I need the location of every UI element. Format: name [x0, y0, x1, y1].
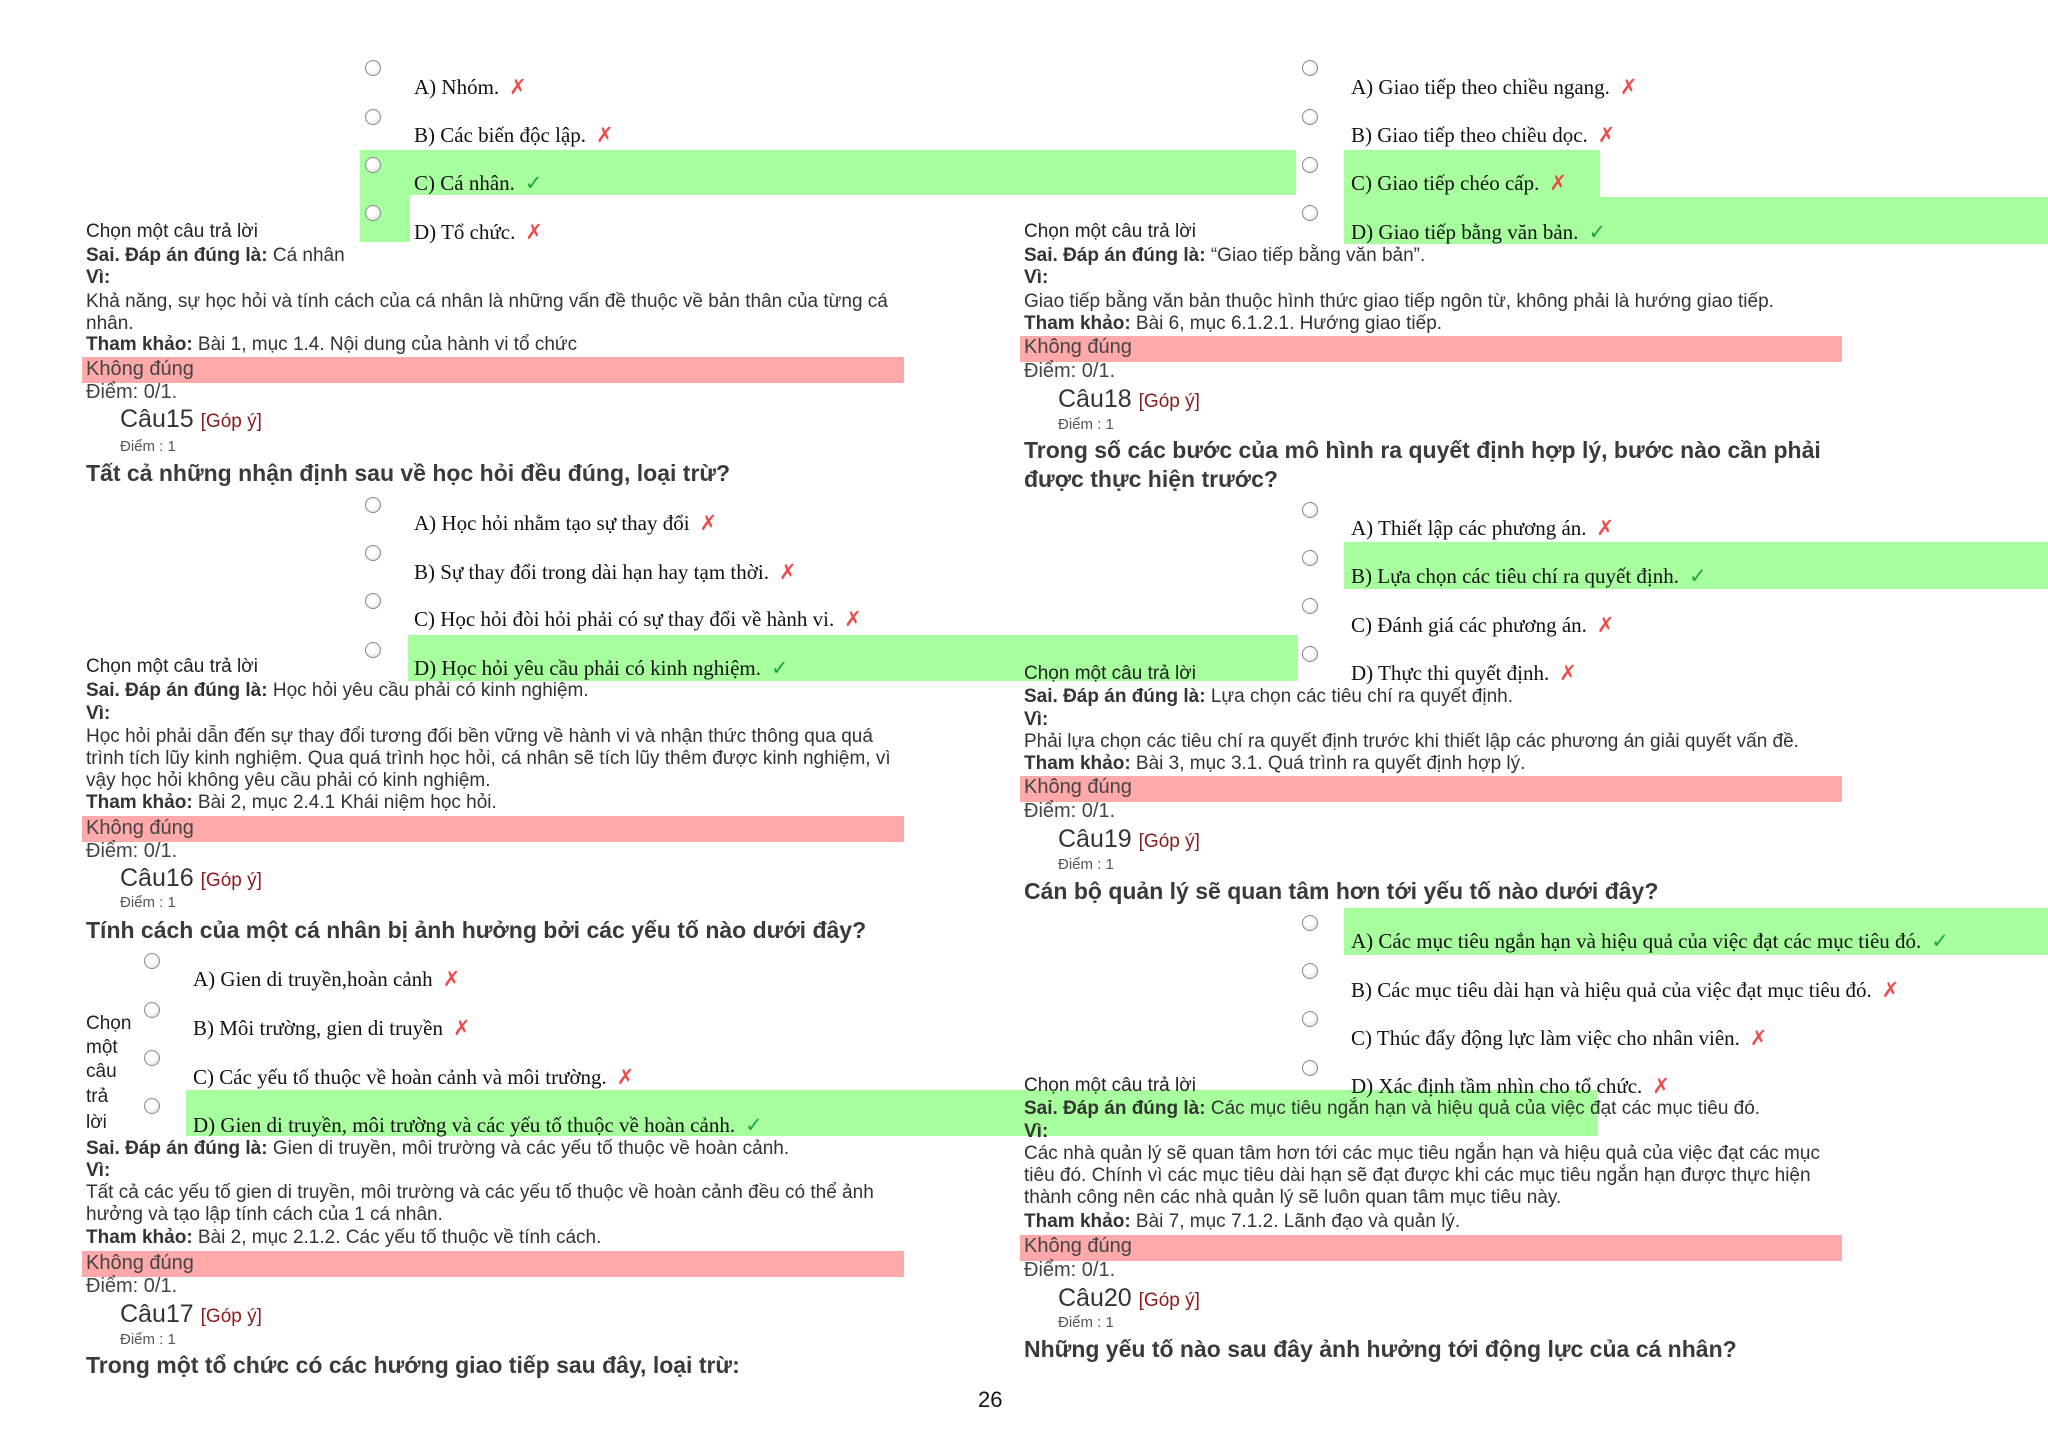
reference: Tham khảo: Bài 6, mục 6.1.2.1. Hướng giao tiếp.	[1024, 313, 1443, 334]
explanation: Phải lựa chọn các tiêu chí ra quyết định trước khi thiết lập các phương án giải quyết vấn đề.	[1024, 731, 1799, 752]
answer-option: A) Gien di truyền,hoàn cảnh ✗	[193, 967, 461, 991]
status-bar	[82, 357, 904, 383]
radio-button[interactable]	[1302, 205, 1318, 221]
question-number: Câu15 [Góp ý]	[120, 405, 262, 433]
answer-option: C) Cá nhân. ✓	[414, 171, 543, 195]
answer-option: A) Nhóm. ✗	[414, 75, 527, 99]
radio-button[interactable]	[365, 642, 381, 658]
radio-button[interactable]	[1302, 550, 1318, 566]
question-number: Câu18 [Góp ý]	[1058, 385, 1200, 413]
question-points: Điểm : 1	[1058, 856, 1114, 873]
choose-prompt-word: lời	[86, 1112, 107, 1133]
answer-option: B) Các biến độc lập. ✗	[414, 123, 614, 147]
correct-answer-line: Sai. Đáp án đúng là: Lựa chọn các tiêu chí ra quyết định.	[1024, 686, 1513, 707]
question-points: Điểm : 1	[120, 1331, 176, 1348]
why-label: Vì:	[1024, 267, 1049, 288]
page-number: 26	[978, 1387, 1003, 1412]
reference: Tham khảo: Bài 7, mục 7.1.2. Lãnh đạo và quản lý.	[1024, 1211, 1461, 1232]
feedback-link[interactable]: [Góp ý]	[200, 870, 262, 891]
feedback-link[interactable]: [Góp ý]	[200, 1306, 262, 1327]
answer-option: D) Giao tiếp bằng văn bản. ✓	[1351, 220, 1607, 244]
choose-prompt: Chọn một câu trả lời	[86, 221, 258, 242]
radio-button[interactable]	[1302, 1011, 1318, 1027]
score: Điểm: 0/1.	[1024, 1259, 1116, 1281]
status-bar	[1020, 336, 1842, 362]
answer-option: A) Các mục tiêu ngắn hạn và hiệu quả của việc đạt các mục tiêu đó. ✓	[1351, 929, 1949, 953]
radio-button[interactable]	[1302, 646, 1318, 662]
status-wrong: Không đúng	[1024, 336, 1132, 358]
why-label: Vì:	[86, 1160, 111, 1181]
radio-button[interactable]	[144, 1098, 160, 1114]
radio-button[interactable]	[1302, 915, 1318, 931]
radio-button[interactable]	[365, 157, 381, 173]
explanation: Khả năng, sự học hỏi và tính cách của cá nhân là những vấn đề thuộc về bản thân của từng cá nhân.	[86, 291, 888, 334]
answer-option: C) Giao tiếp chéo cấp. ✗	[1351, 171, 1567, 195]
why-label: Vì:	[86, 267, 111, 288]
feedback-link[interactable]: [Góp ý]	[1138, 1290, 1200, 1311]
radio-button[interactable]	[1302, 598, 1318, 614]
choose-prompt-word: trả	[86, 1086, 109, 1107]
answer-option: D) Xác định tầm nhìn cho tổ chức. ✗	[1351, 1074, 1670, 1098]
feedback-link[interactable]: [Góp ý]	[1138, 391, 1200, 412]
status-wrong: Không đúng	[1024, 776, 1132, 798]
choose-prompt: Chọn một câu trả lời	[1024, 663, 1196, 684]
answer-option: C) Học hỏi đòi hỏi phải có sự thay đổi về hành vi. ✗	[414, 607, 862, 631]
why-label: Vì:	[1024, 1121, 1049, 1142]
radio-button[interactable]	[144, 1002, 160, 1018]
radio-button[interactable]	[365, 60, 381, 76]
answer-option: C) Đánh giá các phương án. ✗	[1351, 613, 1615, 637]
why-label: Vì:	[86, 703, 111, 724]
radio-button[interactable]	[365, 497, 381, 513]
answer-option: B) Môi trường, gien di truyền ✗	[193, 1016, 471, 1040]
answer-option: B) Các mục tiêu dài hạn và hiệu quả của việc đạt mục tiêu đó. ✗	[1351, 978, 1900, 1002]
question-title: Cán bộ quản lý sẽ quan tâm hơn tới yếu tố nào dưới đây?	[1024, 878, 1659, 904]
radio-button[interactable]	[365, 545, 381, 561]
question-points: Điểm : 1	[120, 438, 176, 455]
status-wrong: Không đúng	[86, 817, 194, 839]
radio-button[interactable]	[1302, 109, 1318, 125]
radio-button[interactable]	[1302, 502, 1318, 518]
question-points: Điểm : 1	[1058, 416, 1114, 433]
question-points: Điểm : 1	[120, 894, 176, 911]
radio-button[interactable]	[1302, 60, 1318, 76]
answer-option: B) Giao tiếp theo chiều dọc. ✗	[1351, 123, 1616, 147]
status-bar	[82, 1251, 904, 1277]
choose-prompt-word: Chọn	[86, 1013, 132, 1034]
choose-prompt: Chọn một câu trả lời	[1024, 221, 1196, 242]
answer-option: A) Học hỏi nhằm tạo sự thay đổi ✗	[414, 511, 718, 535]
status-bar	[1020, 1235, 1842, 1261]
status-bar	[82, 816, 904, 842]
question-title: Tính cách của một cá nhân bị ảnh hưởng bởi các yếu tố nào dưới đây?	[86, 917, 867, 943]
explanation: Các nhà quản lý sẽ quan tâm hơn tới các mục tiêu ngắn hạn và hiệu quả của việc đạt các mục tiêu đó. Chính vì các mục tiêu dài hạn sẽ đạt được khi các mục tiêu ngắn hạn được thực hiện thành công nên các nhà quản lý sẽ luôn quan tâm mục tiêu này.	[1024, 1143, 1820, 1208]
explanation: Giao tiếp bằng văn bản thuộc hình thức giao tiếp ngôn từ, không phải là hướng giao tiếp.	[1024, 291, 1774, 312]
answer-option: C) Các yếu tố thuộc về hoàn cảnh và môi trường. ✗	[193, 1065, 635, 1089]
radio-button[interactable]	[1302, 963, 1318, 979]
choose-prompt: Chọn một câu trả lời	[86, 656, 258, 677]
answer-option: A) Thiết lập các phương án. ✗	[1351, 516, 1615, 540]
reference: Tham khảo: Bài 1, mục 1.4. Nội dung của hành vi tổ chức	[86, 334, 578, 355]
answer-option: B) Sự thay đổi trong dài hạn hay tạm thời. ✗	[414, 560, 797, 584]
question-number: Câu17 [Góp ý]	[120, 1300, 262, 1328]
score: Điểm: 0/1.	[86, 1275, 178, 1297]
radio-button[interactable]	[144, 953, 160, 969]
choose-prompt-word: câu	[86, 1061, 117, 1082]
feedback-link[interactable]: [Góp ý]	[1138, 831, 1200, 852]
choose-prompt: Chọn một câu trả lời	[1024, 1075, 1196, 1096]
correct-answer-line: Sai. Đáp án đúng là: Gien di truyền, môi trường và các yếu tố thuộc về hoàn cảnh.	[86, 1138, 790, 1159]
question-title: Những yếu tố nào sau đây ảnh hưởng tới động lực của cá nhân?	[1024, 1336, 1737, 1362]
reference: Tham khảo: Bài 2, mục 2.4.1 Khái niệm học hỏi.	[86, 792, 497, 813]
question-number: Câu20 [Góp ý]	[1058, 1284, 1200, 1312]
status-bar	[1020, 776, 1842, 802]
answer-option: C) Thúc đẩy động lực làm việc cho nhân viên. ✗	[1351, 1026, 1768, 1050]
question-number: Câu16 [Góp ý]	[120, 864, 262, 892]
score: Điểm: 0/1.	[1024, 800, 1116, 822]
question-title: Trong số các bước của mô hình ra quyết định hợp lý, bước nào cần phải được thực hiện trước?	[1024, 437, 1821, 492]
answer-option: D) Tổ chức. ✗	[414, 220, 543, 244]
answer-option: B) Lựa chọn các tiêu chí ra quyết định. ✓	[1351, 564, 1707, 588]
correct-answer-line: Sai. Đáp án đúng là: “Giao tiếp bằng văn bản”.	[1024, 245, 1426, 266]
choose-prompt-word: một	[86, 1037, 118, 1058]
score: Điểm: 0/1.	[86, 381, 178, 403]
status-wrong: Không đúng	[86, 1252, 194, 1274]
status-wrong: Không đúng	[1024, 1235, 1132, 1257]
correct-answer-line: Sai. Đáp án đúng là: Học hỏi yêu cầu phải có kinh nghiệm.	[86, 680, 589, 701]
answer-option: D) Gien di truyền, môi trường và các yếu tố thuộc về hoàn cảnh. ✓	[193, 1113, 763, 1137]
question-title: Trong một tổ chức có các hướng giao tiếp sau đây, loại trừ:	[86, 1352, 740, 1378]
radio-button[interactable]	[1302, 157, 1318, 173]
answer-option: D) Học hỏi yêu cầu phải có kinh nghiệm. ✓	[414, 656, 789, 680]
radio-button[interactable]	[365, 593, 381, 609]
reference: Tham khảo: Bài 3, mục 3.1. Quá trình ra quyết định hợp lý.	[1024, 753, 1526, 774]
radio-button[interactable]	[1302, 1060, 1318, 1076]
answer-option: D) Thực thi quyết định. ✗	[1351, 661, 1577, 685]
correct-answer-line: Sai. Đáp án đúng là: Cá nhân	[86, 245, 345, 266]
reference: Tham khảo: Bài 2, mục 2.1.2. Các yếu tố thuộc về tính cách.	[86, 1227, 602, 1248]
correct-answer-line: Sai. Đáp án đúng là: Các mục tiêu ngắn hạn và hiệu quả của việc đạt các mục tiêu đó.	[1024, 1098, 1761, 1119]
radio-button[interactable]	[365, 109, 381, 125]
radio-button[interactable]	[144, 1050, 160, 1066]
answer-option: A) Giao tiếp theo chiều ngang. ✗	[1351, 75, 1638, 99]
question-points: Điểm : 1	[1058, 1314, 1114, 1331]
question-title: Tất cả những nhận định sau về học hỏi đều đúng, loại trừ?	[86, 460, 731, 486]
explanation: Tất cả các yếu tố gien di truyền, môi trường và các yếu tố thuộc về hoàn cảnh đều có thể ảnh hưởng và tạo lập tính cách của 1 cá nhân.	[86, 1182, 874, 1225]
score: Điểm: 0/1.	[1024, 360, 1116, 382]
why-label: Vì:	[1024, 709, 1049, 730]
status-wrong: Không đúng	[86, 358, 194, 380]
feedback-link[interactable]: [Góp ý]	[200, 411, 262, 432]
score: Điểm: 0/1.	[86, 840, 178, 862]
explanation: Học hỏi phải dẫn đến sự thay đổi tương đối bền vững về hành vi và nhận thức thông qua quá trình tích lũy kinh nghiệm. Qua quá trình học hỏi, cá nhân sẽ tích lũy thêm được kinh nghiệm, vì vậy học hỏi không yêu cầu phải có kinh nghiệm.	[86, 726, 891, 791]
radio-button[interactable]	[365, 205, 381, 221]
question-number: Câu19 [Góp ý]	[1058, 825, 1200, 853]
